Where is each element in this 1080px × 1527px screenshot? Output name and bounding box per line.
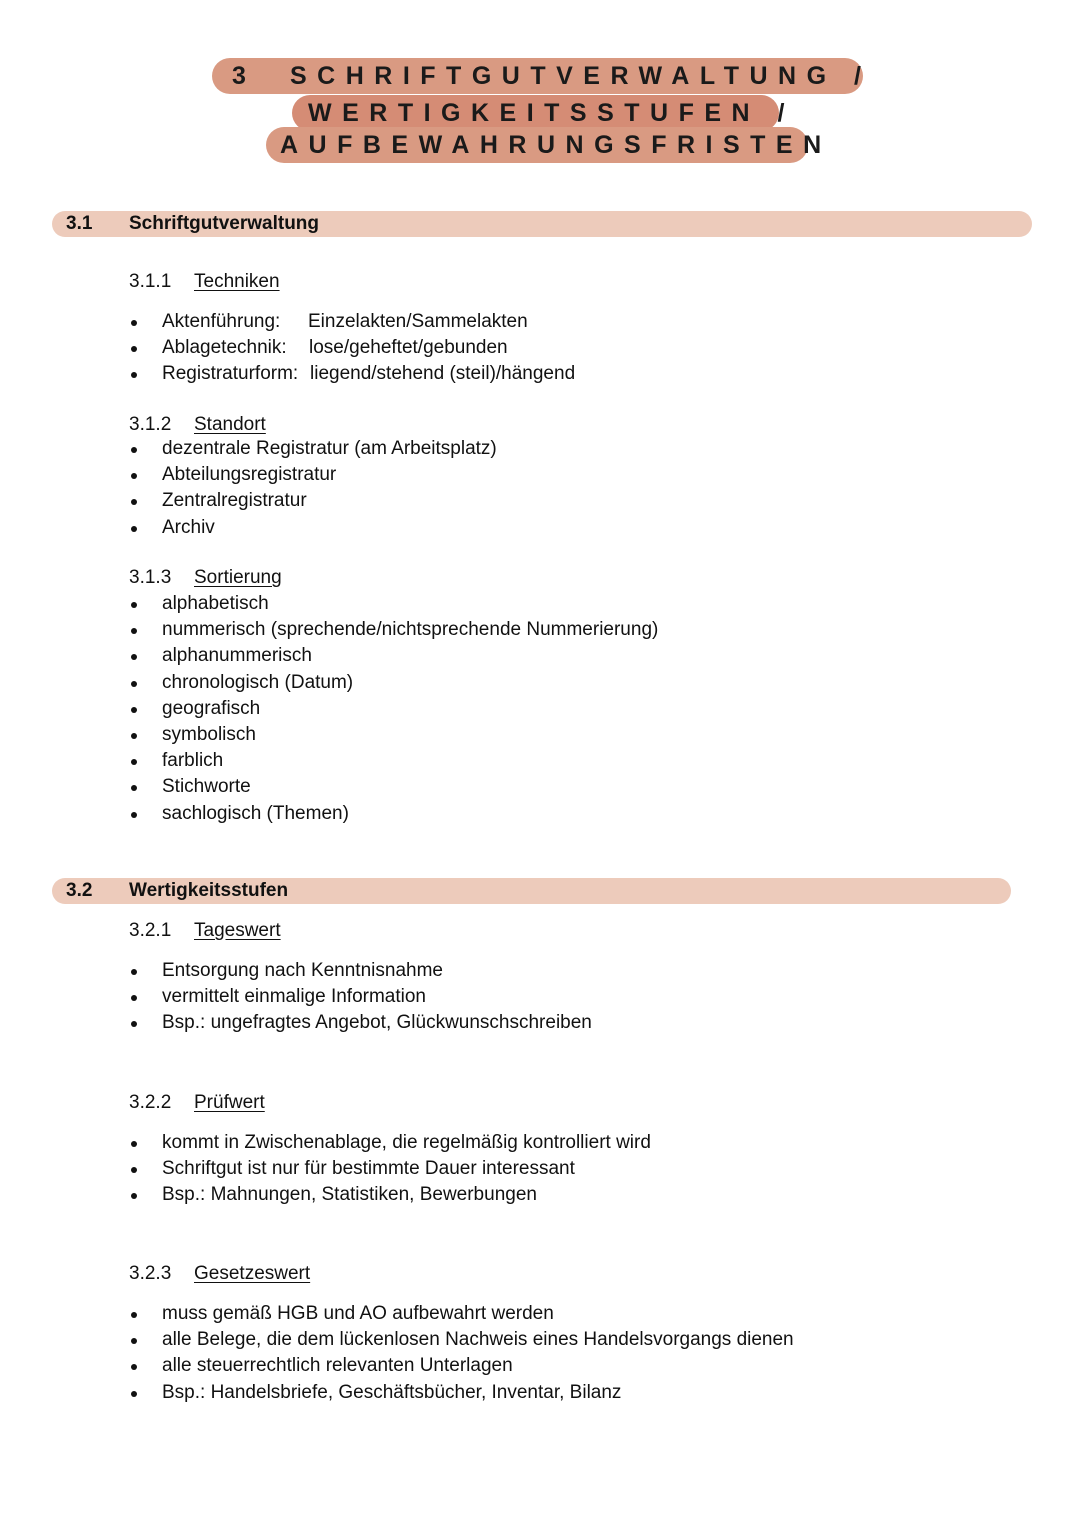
section-title: Wertigkeitsstufen (129, 880, 289, 901)
list-item: Bsp.: Handelsbriefe, Geschäftsbücher, Inventar, Bilanz (129, 1380, 794, 1406)
list-gesetzeswert (129, 1301, 794, 1406)
list-item: alphabetisch (129, 591, 658, 617)
list-item: alle steuerrechtlich relevanten Unterlagen (129, 1353, 794, 1379)
subheading-3-2-3 (129, 1263, 310, 1285)
subheading-number: 3.2.1 (129, 920, 172, 941)
list-item: Aktenführung: Einzelakten/Sammelakten (129, 309, 575, 335)
list-item: alphanummerisch (129, 643, 658, 669)
list-item: geografisch (129, 696, 658, 722)
subheading-3-2-1 (129, 920, 281, 942)
list-item: muss gemäß HGB und AO aufbewahrt werden (129, 1301, 794, 1327)
title-text-1: SCHRIFTGUTVERWALTUNG / (290, 62, 872, 90)
list-item: Ablagetechnik: lose/geheftet/gebunden (129, 335, 575, 361)
section-heading-3-1 (52, 211, 1032, 237)
list-item: Registraturform: liegend/stehend (steil)/hängend (129, 361, 575, 387)
subheading-title: Tageswert (194, 920, 281, 941)
list-item: sachlogisch (Themen) (129, 801, 658, 827)
subheading-3-1-3 (129, 567, 282, 589)
list-pruefwert (129, 1130, 651, 1209)
title-line-1 (212, 58, 872, 94)
list-item: chronologisch (Datum) (129, 670, 658, 696)
subheading-3-1-2 (129, 414, 266, 436)
title-line-3 (266, 127, 832, 163)
subheading-number: 3.1.3 (129, 567, 172, 588)
list-item: Zentralregistratur (129, 488, 497, 514)
section-heading-3-2 (52, 878, 1011, 904)
list-item: alle Belege, die dem lückenlosen Nachweis eines Handelsvorgangs dienen (129, 1327, 794, 1353)
list-techniken (129, 309, 575, 388)
subheading-title: Gesetzeswert (194, 1263, 311, 1284)
list-standort (129, 436, 497, 541)
list-item: farblich (129, 748, 658, 774)
subheading-title: Techniken (194, 271, 280, 292)
subheading-number: 3.1.1 (129, 271, 172, 292)
subheading-3-2-2 (129, 1092, 265, 1114)
title-text-3: AUFBEWAHRUNGSFRISTEN (280, 131, 832, 159)
list-item: kommt in Zwischenablage, die regelmäßig kontrolliert wird (129, 1130, 651, 1156)
title-line-2 (292, 95, 795, 131)
subheading-title: Sortierung (194, 567, 282, 588)
list-sortierung (129, 591, 658, 827)
subheading-title: Prüfwert (194, 1092, 265, 1113)
list-item: vermittelt einmalige Information (129, 984, 592, 1010)
list-item: symbolisch (129, 722, 658, 748)
list-item: Stichworte (129, 774, 658, 800)
list-tageswert (129, 958, 592, 1037)
list-item: Abteilungsregistratur (129, 462, 497, 488)
list-item: Entsorgung nach Kenntnisnahme (129, 958, 592, 984)
list-item: dezentrale Registratur (am Arbeitsplatz) (129, 436, 497, 462)
list-item: Archiv (129, 515, 497, 541)
section-title: Schriftgutverwaltung (129, 213, 320, 234)
subheading-number: 3.2.3 (129, 1263, 172, 1284)
list-item: Bsp.: ungefragtes Angebot, Glückwunschschreiben (129, 1010, 592, 1036)
list-item: Schriftgut ist nur für bestimmte Dauer interessant (129, 1156, 651, 1182)
list-item: nummerisch (sprechende/nichtsprechende Nummerierung) (129, 617, 658, 643)
section-number: 3.1 (66, 213, 93, 234)
subheading-title: Standort (194, 414, 266, 435)
subheading-number: 3.2.2 (129, 1092, 172, 1113)
section-number: 3.2 (66, 880, 93, 901)
chapter-number: 3 (232, 62, 246, 90)
subheading-3-1-1 (129, 271, 280, 293)
list-item: Bsp.: Mahnungen, Statistiken, Bewerbungen (129, 1182, 651, 1208)
title-text-2: WERTIGKEITSSTUFEN / (308, 99, 795, 127)
subheading-number: 3.1.2 (129, 414, 172, 435)
